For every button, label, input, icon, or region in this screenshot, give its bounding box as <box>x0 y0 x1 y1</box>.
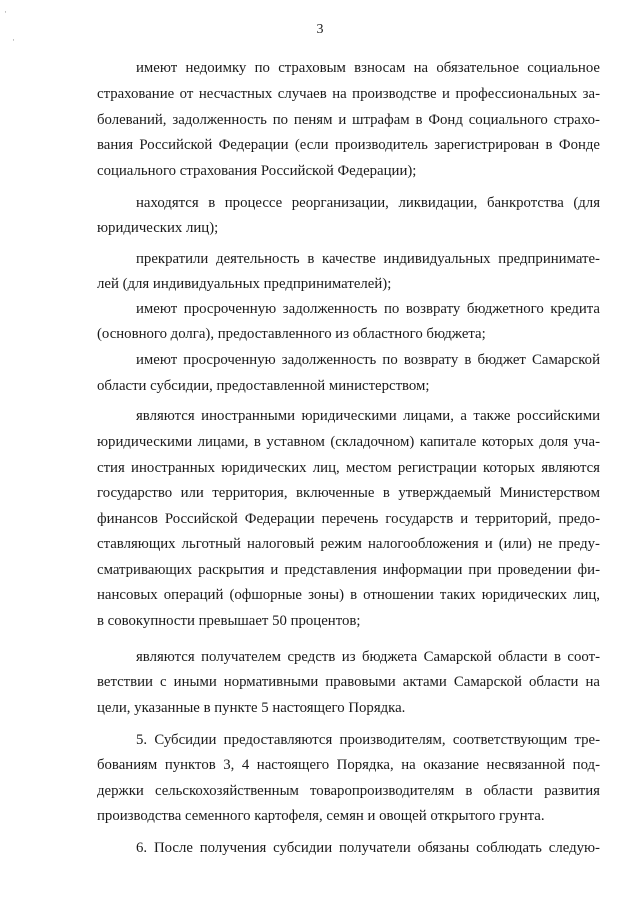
text-line: имеют просроченную задолженность по возврату в бюджет Самарской <box>136 352 600 368</box>
text-line: имеют недоимку по страховым взносам на обязательное социальное <box>136 60 600 76</box>
text-line: стия иностранных юридических лиц, местом регистрации которых являются <box>97 460 600 476</box>
text-line: являются иностранными юридическими лицами, а также российскими <box>136 408 600 424</box>
text-line: болеваний, задолженность по пеням и штрафам в Фонд социального страхо- <box>97 112 600 128</box>
text-line: ветствии с иными нормативными правовыми актами Самарской области на <box>97 674 600 690</box>
text-line: ставляющих льготный налоговый режим налогообложения и (или) не преду- <box>97 536 600 552</box>
corner-mark-top: · <box>4 7 7 17</box>
text-line: бованиям пунктов 3, 4 настоящего Порядка, на оказание несвязанной под- <box>97 757 600 773</box>
text-line: держки сельскохозяйственным товаропроизводителям в области развития <box>97 783 600 799</box>
text-line: в совокупности превышает 50 процентов; <box>97 613 361 629</box>
text-line: области субсидии, предоставленной министерством; <box>97 378 430 394</box>
text-line: вания Российской Федерации (если производитель зарегистрирован в Фонде <box>97 137 600 153</box>
text-line: прекратили деятельность в качестве индивидуальных предпринимате- <box>136 251 600 267</box>
text-line: цели, указанные в пункте 5 настоящего Порядка. <box>97 700 406 716</box>
text-line: юридическими лицами, в уставном (складочном) капитале которых доля уча- <box>97 434 600 450</box>
text-line: финансов Российской Федерации перечень государств и территорий, предо- <box>97 511 600 527</box>
text-line: имеют просроченную задолженность по возврату бюджетного кредита <box>136 301 600 317</box>
text-line: 6. После получения субсидии получатели обязаны соблюдать следую- <box>136 840 600 856</box>
text-line: являются получателем средств из бюджета Самарской области в соот- <box>136 649 600 665</box>
text-line: сматривающих раскрытия и представления информации при проведении фи- <box>97 562 600 578</box>
text-line: лей (для индивидуальных предпринимателей); <box>97 276 392 292</box>
text-line: находятся в процессе реорганизации, ликвидации, банкротства (для <box>136 195 600 211</box>
text-line: страхование от несчастных случаев на производстве и профессиональных за- <box>97 86 600 102</box>
text-line: производства семенного картофеля, семян и овощей открытого грунта. <box>97 808 545 824</box>
text-line: 5. Субсидии предоставляются производителям, соответствующим тре- <box>136 732 600 748</box>
text-line: нансовых операций (офшорные зоны) в отношении таких юридических лиц, <box>97 587 600 603</box>
text-line: социального страхования Российской Федерации); <box>97 163 417 179</box>
text-line: юридических лиц); <box>97 220 219 236</box>
page-number: 3 <box>316 22 324 37</box>
text-line: государство или территория, включенные в утверждаемый Министерством <box>97 485 600 501</box>
text-line: (основного долга), предоставленного из областного бюджета; <box>97 326 486 342</box>
corner-mark-bottom: · <box>12 35 15 45</box>
